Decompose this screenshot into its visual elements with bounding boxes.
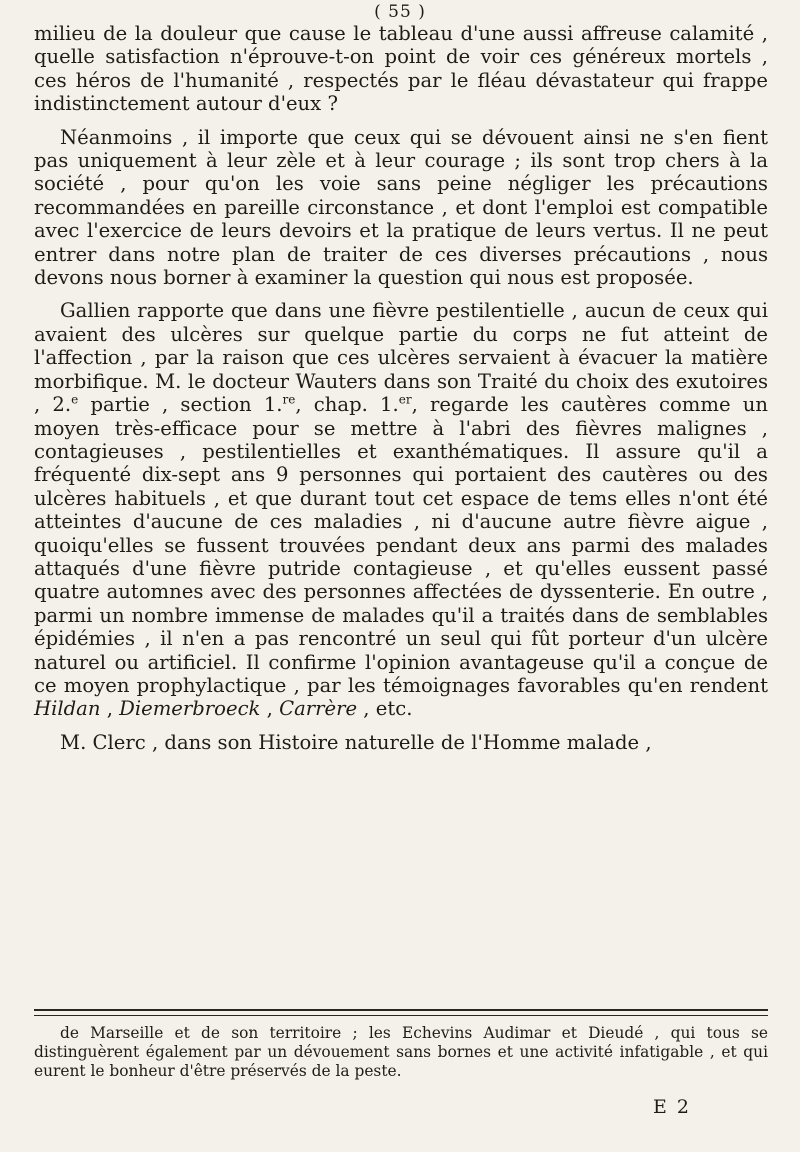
paragraph-3-part-1: Gallien rapporte que dans une fièvre pestilentielle , aucun de ceux qui avaient des ulcères sur quelque partie du corps ne fut atteint de l'affection , par la raison que ces ulcères servaient à évacuer la matière morbifique. M. le docteur Wauters dans son Traité du choix des exutoires , 2. bbox=[34, 299, 768, 417]
paragraph-1: milieu de la douleur que cause le tableau d'une aussi affreuse calamité , quelle satisfaction n'éprouve-t-on point de voir ces généreux mortels , ces héros de l'humanité , respectés par le fléau dévastateur qui frappe indistinctement autour d'eux ? bbox=[34, 22, 768, 116]
paragraph-3-part-7: , etc. bbox=[357, 697, 413, 721]
superscript-re: re bbox=[282, 392, 296, 407]
author-diemerbroeck: Diemerbroeck bbox=[119, 697, 261, 721]
paragraph-3-part-2: partie , section 1. bbox=[78, 393, 283, 417]
paragraph-3 bbox=[34, 299, 768, 720]
page-number: ( 55 ) bbox=[374, 2, 426, 22]
paragraph-3-part-3: , chap. 1. bbox=[295, 393, 399, 417]
paragraph-3-part-5: , bbox=[100, 697, 120, 721]
paragraph-2: Néanmoins , il importe que ceux qui se dévouent ainsi ne s'en fient pas uniquement à leur zèle et à leur courage ; ils sont trop chers à la société , pour qu'on les voie sans peine négliger les précautions recommandées en pareille circonstance , et dont l'emploi est compatible avec l'exercice de leurs devoirs et la pratique de leurs vertus. Il ne peut entrer dans notre plan de traiter de ces diverses précautions , nous devons nous borner à examiner la question qui nous est proposée. bbox=[34, 125, 768, 290]
paragraph-4: M. Clerc , dans son Histoire naturelle de l'Homme malade , bbox=[60, 730, 652, 754]
author-hildan: Hildan bbox=[34, 697, 101, 721]
footnote-divider bbox=[34, 1009, 768, 1016]
author-carrere: Carrère bbox=[279, 697, 358, 721]
superscript-e: e bbox=[71, 392, 79, 407]
main-text bbox=[34, 22, 768, 764]
paragraph-3-part-6: , bbox=[260, 697, 280, 721]
superscript-er: er bbox=[398, 392, 412, 407]
footnote: de Marseille et de son territoire ; les Echevins Audimar et Dieudé , qui tous se distinguèrent également par un dévouement sans bornes et une activité infatigable , et qui eurent le bonheur d'être préservés de la peste. bbox=[34, 1024, 768, 1080]
signature-mark: E 2 bbox=[653, 1096, 691, 1118]
paragraph-3-part-4: , regarde les cautères comme un moyen très-efficace pour se mettre à l'abri des fièvres malignes , contagieuses , pestilentielles et exanthématiques. Il assure qu'il a fréquenté dix-sept ans 9 personnes qui portaient des cautères ou des ulcères habituels , et que durant tout cet espace de tems elles n'ont été atteintes d'aucune de ces maladies , ni d'aucune autre fièvre aigue , quoiqu'elles se fussent trouvées pendant deux ans parmi des malades attaqués d'une fièvre putride contagieuse , et qu'elles eussent passé quatre automnes avec des personnes affectées de dyssenterie. En outre , parmi un nombre immense de malades qu'il a traités dans de semblables épidémies , il n'en a pas rencontré un seul qui fût porteur d'un ulcère naturel ou artificiel. Il confirme l'opinion avantageuse qu'il a conçue de ce moyen prophylactique , par les témoignages favorables qu'en rendent bbox=[34, 393, 768, 697]
